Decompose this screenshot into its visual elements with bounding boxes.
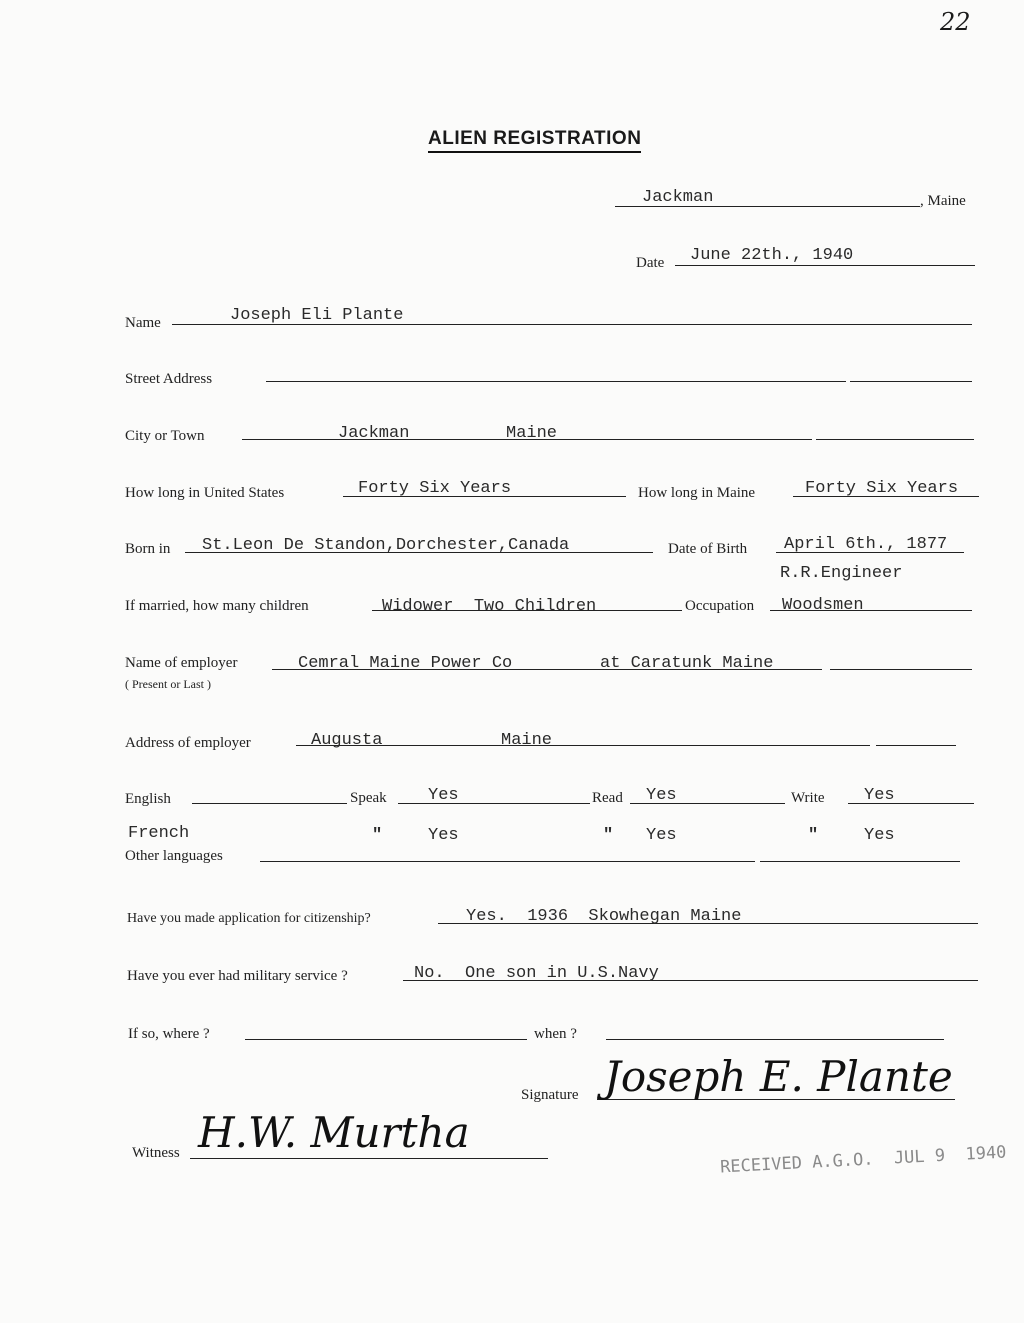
french-read-value: Yes <box>646 826 677 845</box>
french-label: French <box>128 824 190 843</box>
english-read-label: Read <box>592 790 623 806</box>
dob-value: April 6th., 1877 <box>784 535 948 554</box>
citizenship-label: Have you made application for citizenship? <box>127 911 371 926</box>
date-value: June 22th., 1940 <box>690 246 854 265</box>
employer-address-label: Address of employer <box>125 735 251 751</box>
military-label: Have you ever had military service ? <box>127 968 348 984</box>
when-label: when ? <box>534 1026 577 1042</box>
maine-duration-value: Forty Six Years <box>805 479 959 498</box>
us-duration-value: Forty Six Years <box>358 479 512 498</box>
french-speak-value: Yes <box>428 826 459 845</box>
english-speak-value: Yes <box>428 786 459 805</box>
town-value: Jackman <box>642 188 714 207</box>
city-label: City or Town <box>125 428 205 444</box>
form-title: ALIEN REGISTRATION <box>428 128 641 153</box>
witness-value: H.W. Murtha <box>198 1108 470 1157</box>
maine-duration-label: How long in Maine <box>638 485 756 501</box>
occupation-note: R.R.Engineer <box>780 564 903 583</box>
city-value: Jackman <box>338 424 410 443</box>
english-label: English <box>125 791 171 807</box>
date-label: Date <box>636 255 665 271</box>
born-label: Born in <box>125 541 171 557</box>
children-label: If married, how many children <box>125 598 309 614</box>
french-ditto-speak: " <box>372 826 383 845</box>
other-languages-label: Other languages <box>125 848 223 864</box>
employer-location-value: at Caratunk Maine <box>600 654 774 673</box>
english-speak-label: Speak <box>350 790 387 806</box>
signature-value: Joseph E. Plante <box>604 1052 953 1101</box>
occupation-value: Woodsmen <box>782 596 864 615</box>
employer-address-value: Augusta <box>311 731 383 750</box>
where-label: If so, where ? <box>128 1026 210 1042</box>
employer-address-state-value: Maine <box>501 731 553 750</box>
french-ditto-write: " <box>808 826 819 845</box>
occupation-label: Occupation <box>685 598 755 614</box>
employer-sublabel: ( Present or Last ) <box>125 677 211 691</box>
english-write-value: Yes <box>864 786 895 805</box>
dob-label: Date of Birth <box>668 541 748 557</box>
name-value: Joseph Eli Plante <box>230 306 404 325</box>
english-write-label: Write <box>791 790 825 806</box>
citizenship-value: Yes. 1936 Skowhegan Maine <box>466 907 742 926</box>
page-number: 22 <box>940 8 971 36</box>
name-label: Name <box>125 315 161 331</box>
city-state-value: Maine <box>506 424 558 443</box>
received-stamp: RECEIVED A.G.O. JUL 9 1940 <box>719 1142 1007 1178</box>
street-address-label: Street Address <box>125 371 213 387</box>
military-value: No. One son in U.S.Navy <box>414 964 659 983</box>
us-duration-label: How long in United States <box>125 485 285 501</box>
employer-label: Name of employer <box>125 655 238 671</box>
town-suffix: , Maine <box>920 193 966 209</box>
french-write-value: Yes <box>864 826 895 845</box>
signature-label: Signature <box>521 1087 579 1103</box>
born-value: St.Leon De Standon,Dorchester,Canada <box>202 536 570 555</box>
english-read-value: Yes <box>646 786 677 805</box>
employer-value: Cemral Maine Power Co <box>298 654 513 673</box>
french-ditto-read: " <box>603 826 614 845</box>
children-value: Widower Two Children <box>382 597 597 616</box>
witness-label: Witness <box>132 1145 180 1161</box>
